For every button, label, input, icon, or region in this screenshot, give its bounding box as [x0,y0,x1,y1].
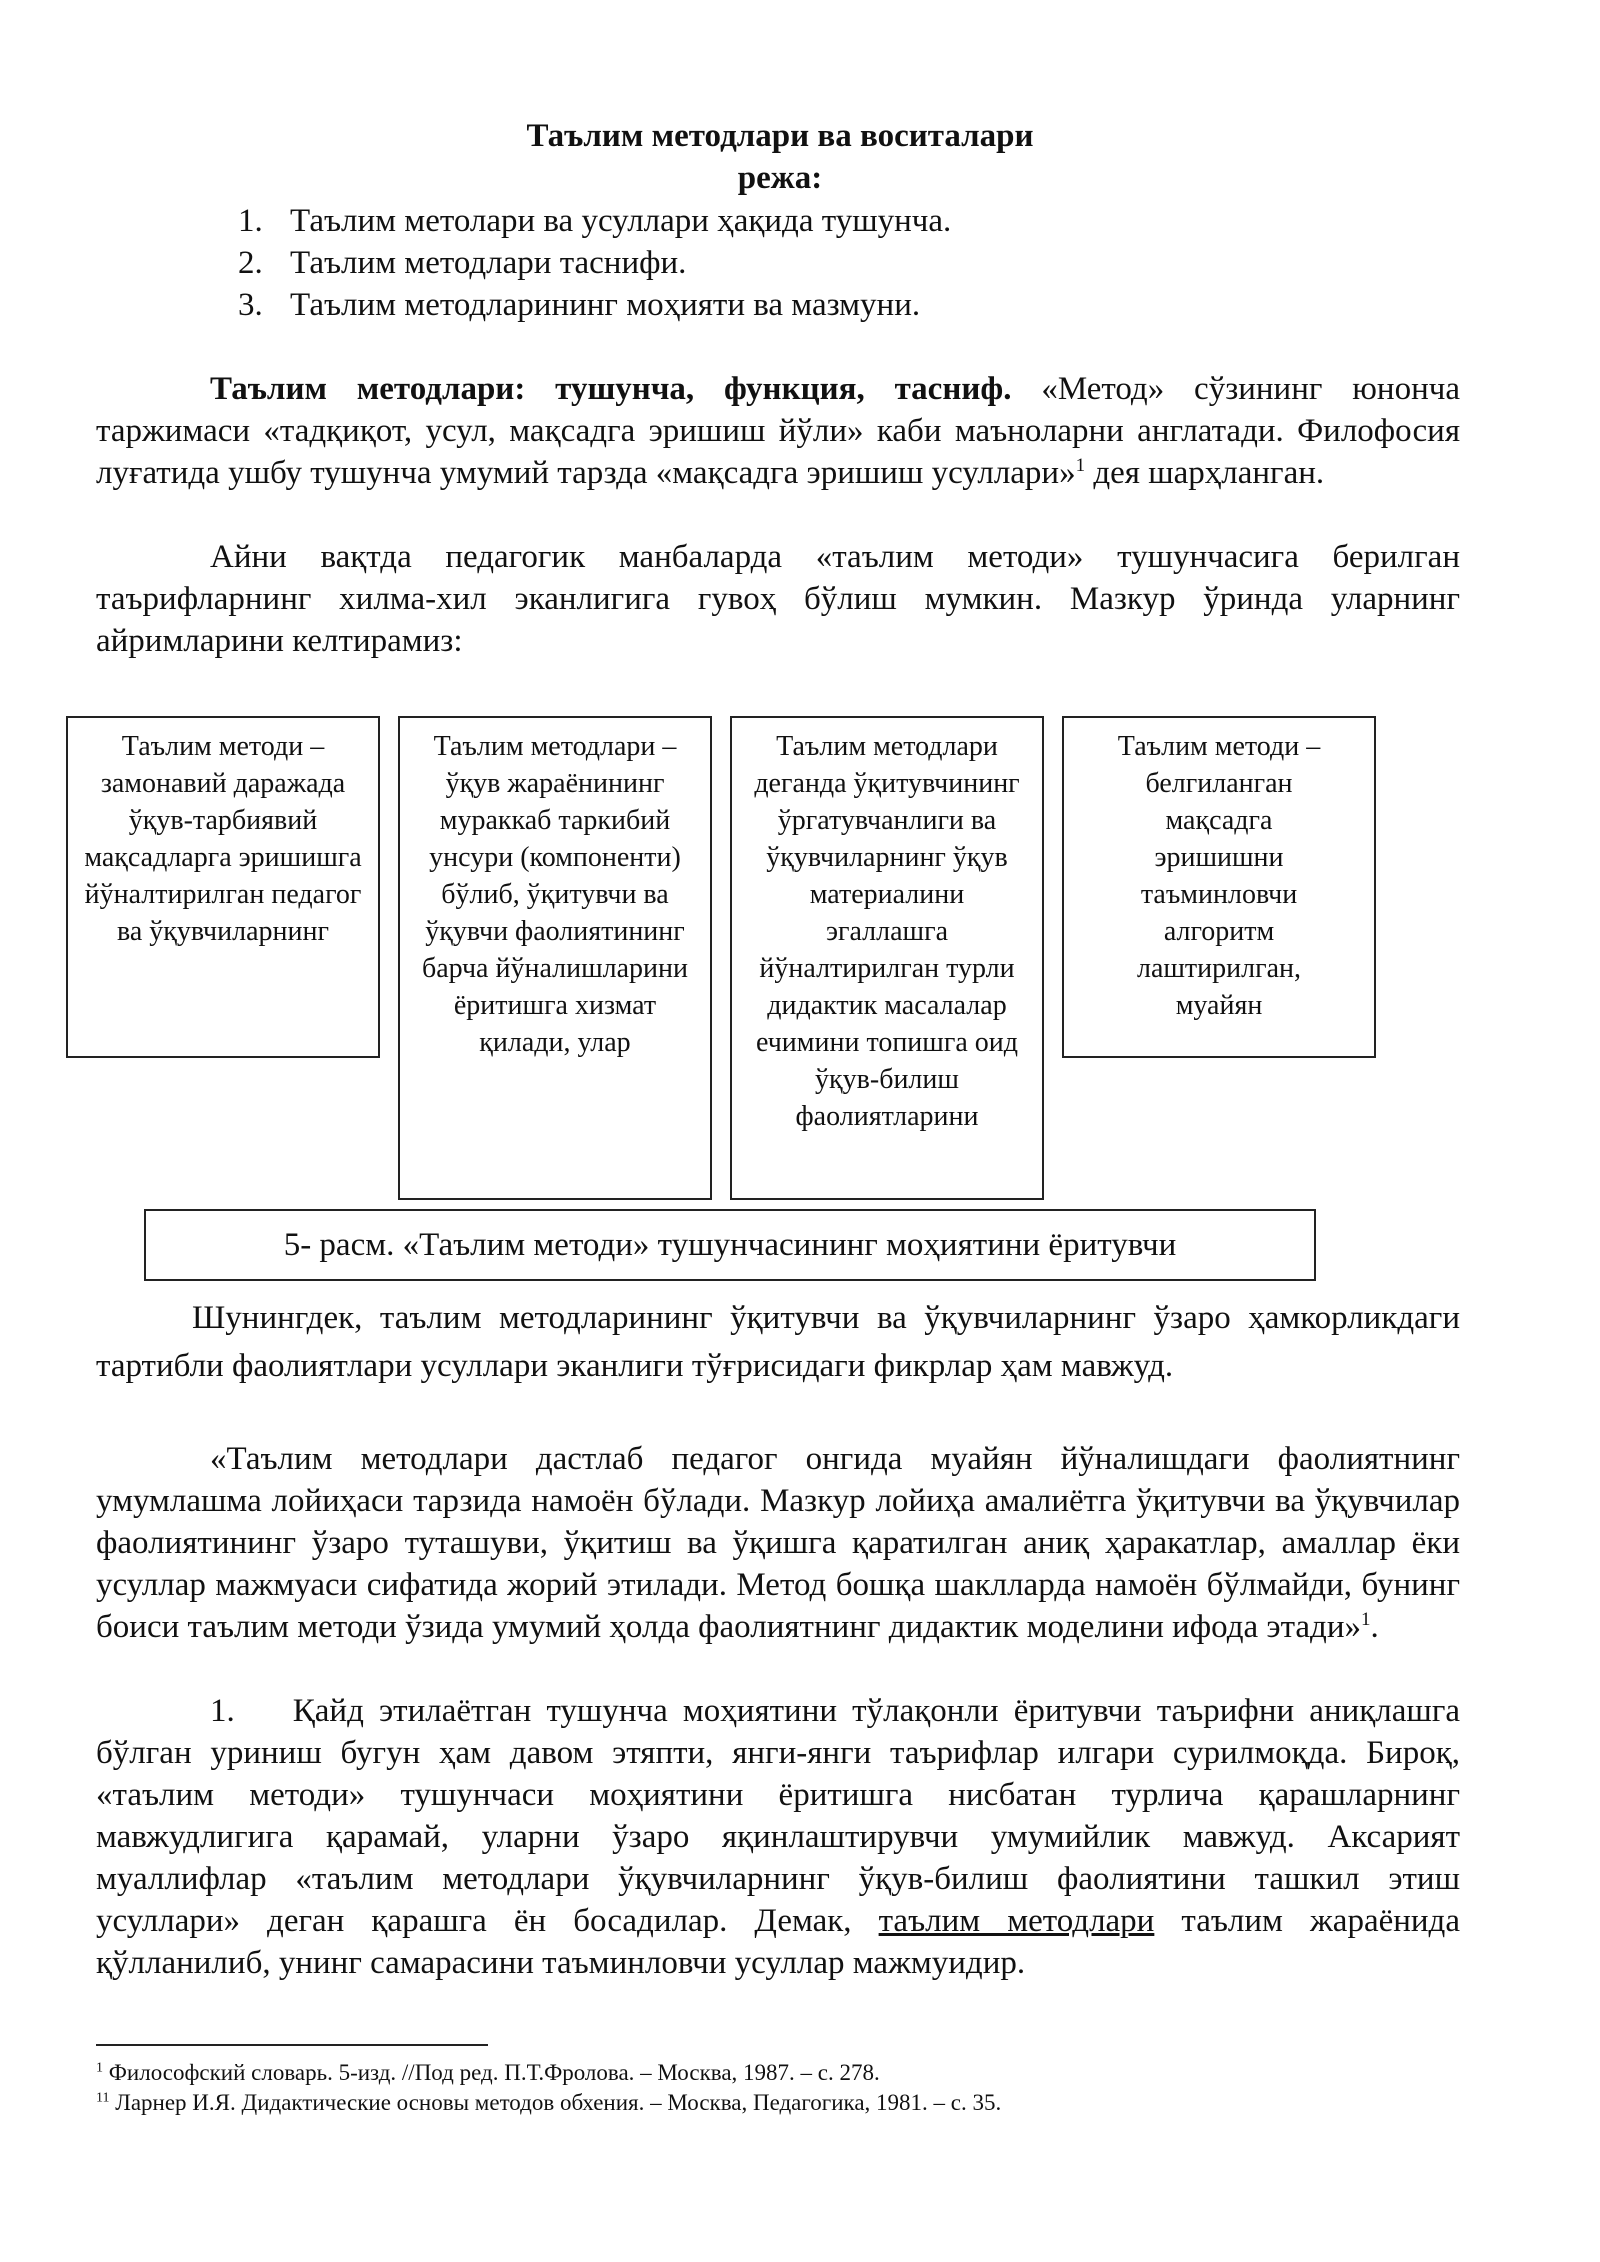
plan-item-number: 3. [238,287,263,323]
paragraph-text: Шунингдек, таълим методларининг ўқитувчи ва ўқувчиларнинг ўзаро ҳамкорликдаги тартибли фаолиятлари усуллари эканлиги тўғрисидаги фикрлар ҳам мавжуд. [96,1300,1460,1384]
section-heading: Таълим методлари: тушунча, функция, тасниф. [210,371,1012,407]
plan-item [238,242,951,284]
plan-item-number: 1. [238,203,263,239]
document-title: Таълим методлари ва воситалари [526,118,1034,154]
plan-heading: режа: [737,160,823,196]
paragraph-text: «Таълим методлари дастлаб педагог онгида муайян йўналишдаги фаолиятнинг умумлашма лойиҳаси тарзида намоён бўлади. Мазкур лойиҳа амалиётга ўқитувчи ва ўқувчилар фаолиятининг ўзаро туташуви, ўқитиш ва ўқишга қаратилган аниқ ҳаракатлар, амаллар ёки усуллар мажмуаси сифатида жорий этилади. Метод бошқа шаклларда намоён бўлмайди, бунинг боиси таълим методи ўзида умумий ҳолда фаолиятнинг дидактик моделини ифода этади» [96,1441,1460,1645]
footnote-mark: 1 [96,2060,103,2076]
footnote [96,2088,1001,2118]
footnote-ref: 1 [1361,1609,1371,1630]
paragraph-intro [96,536,1460,662]
plan-item [238,200,951,242]
footnote-mark: 11 [96,2090,110,2106]
paragraph-text: Қайд этилаётган тушунча моҳиятини тўлақонли ёритувчи таърифни аниқлашга бўлган уриниш бугун ҳам давом этяпти, янги-янги таърифлар илгари сурилмоқда. Бироқ, «таълим методи» тушунчаси моҳиятини ёритишга нисбатан турлича қарашларнинг мавжудлигига қарамай, уларни ўзаро яқинлаштирувчи умумийлик мавжуд. Аксарият муаллифлар «таълим методлари ўқувчиларнинг ўқув-билиш фаолиятини ташкил этиш усуллари» деган қарашга ён босадилар. Демак, [96,1693,1460,1939]
paragraph-text: «Метод» сўзининг юнонча таржимаси «тадқиқот, усул, мақсадга эришиш йўли» каби маъноларни англатади. Филофосия луғатида ушбу тушунча умумий тарзда «мақсадга эришиш усуллари» [96,371,1460,491]
definition-box-4: Таълим методи – белгиланган мақсадга эришишни таъминловчи алгоритм лаштирилган, муайян [1062,716,1376,1058]
paragraph-text: таълим жараёнида қўлланилиб, унинг самарасини таъминловчи усуллар мажмуидир. [96,1903,1460,1981]
definition-box-2: Таълим методлари – ўқув жараёнининг мураккаб таркибий унсури (компоненти) бўлиб, ўқитувчи ва ўқувчи фаолиятининг барча йўналишларини ёритишга хизмат қилади, улар [398,716,712,1200]
paragraph-text: дея шарҳланган. [1085,455,1325,491]
paragraph-cooperation [96,1294,1460,1390]
plan-list [238,200,951,326]
definition-box-3: Таълим методлари деганда ўқитувчининг ўргатувчанлиги ва ўқувчиларнинг ўқув материалини эгаллашга йўналтирилган турли дидактик масалалар ечимини топишга оид ўқув-билиш фаолиятларини [730,716,1044,1200]
definition-box-1: Таълим методи – замонавий даражада ўқув-тарбиявий мақсадларга эришишга йўналтирилган педагог ва ўқувчиларнинг [66,716,380,1058]
footnote-text: Философский словарь. 5-изд. //Под ред. П.Т.Фролова. – Москва, 1987. – с. 278. [103,2060,880,2085]
paragraph-numbered [96,1690,1460,1984]
footnote-ref: 1 [1075,455,1086,476]
paragraph-quote [96,1438,1460,1648]
paragraph-number: 1. [210,1693,235,1729]
plan-item-text: Таълим метолари ва усуллари ҳақида тушунча. [290,203,952,239]
plan-item-number: 2. [238,245,263,281]
paragraph-text: Айни вақтда педагогик манбаларда «таълим методи» тушунчасига берилган таърифларнинг хилма-хил эканлигига гувоҳ бўлиш мумкин. Мазкур ўринда уларнинг айримларини келтирамиз: [96,539,1460,659]
plan-item-text: Таълим методлари таснифи. [290,245,687,281]
footnote [96,2058,880,2088]
plan-item [238,284,951,326]
footnote-separator [96,2044,488,2046]
plan-item-text: Таълим методларининг моҳияти ва мазмуни. [290,287,921,323]
footnote-text: Ларнер И.Я. Дидактические основы методов обхения. – Москва, Педагогика, 1981. – с. 35. [109,2090,1002,2115]
underlined-term: таълим методлари [878,1903,1155,1939]
figure-caption: 5- расм. «Таълим методи» тушунчасининг моҳиятини ёритувчи [144,1209,1316,1281]
paragraph-text: . [1370,1609,1379,1645]
paragraph-definition [96,368,1460,494]
